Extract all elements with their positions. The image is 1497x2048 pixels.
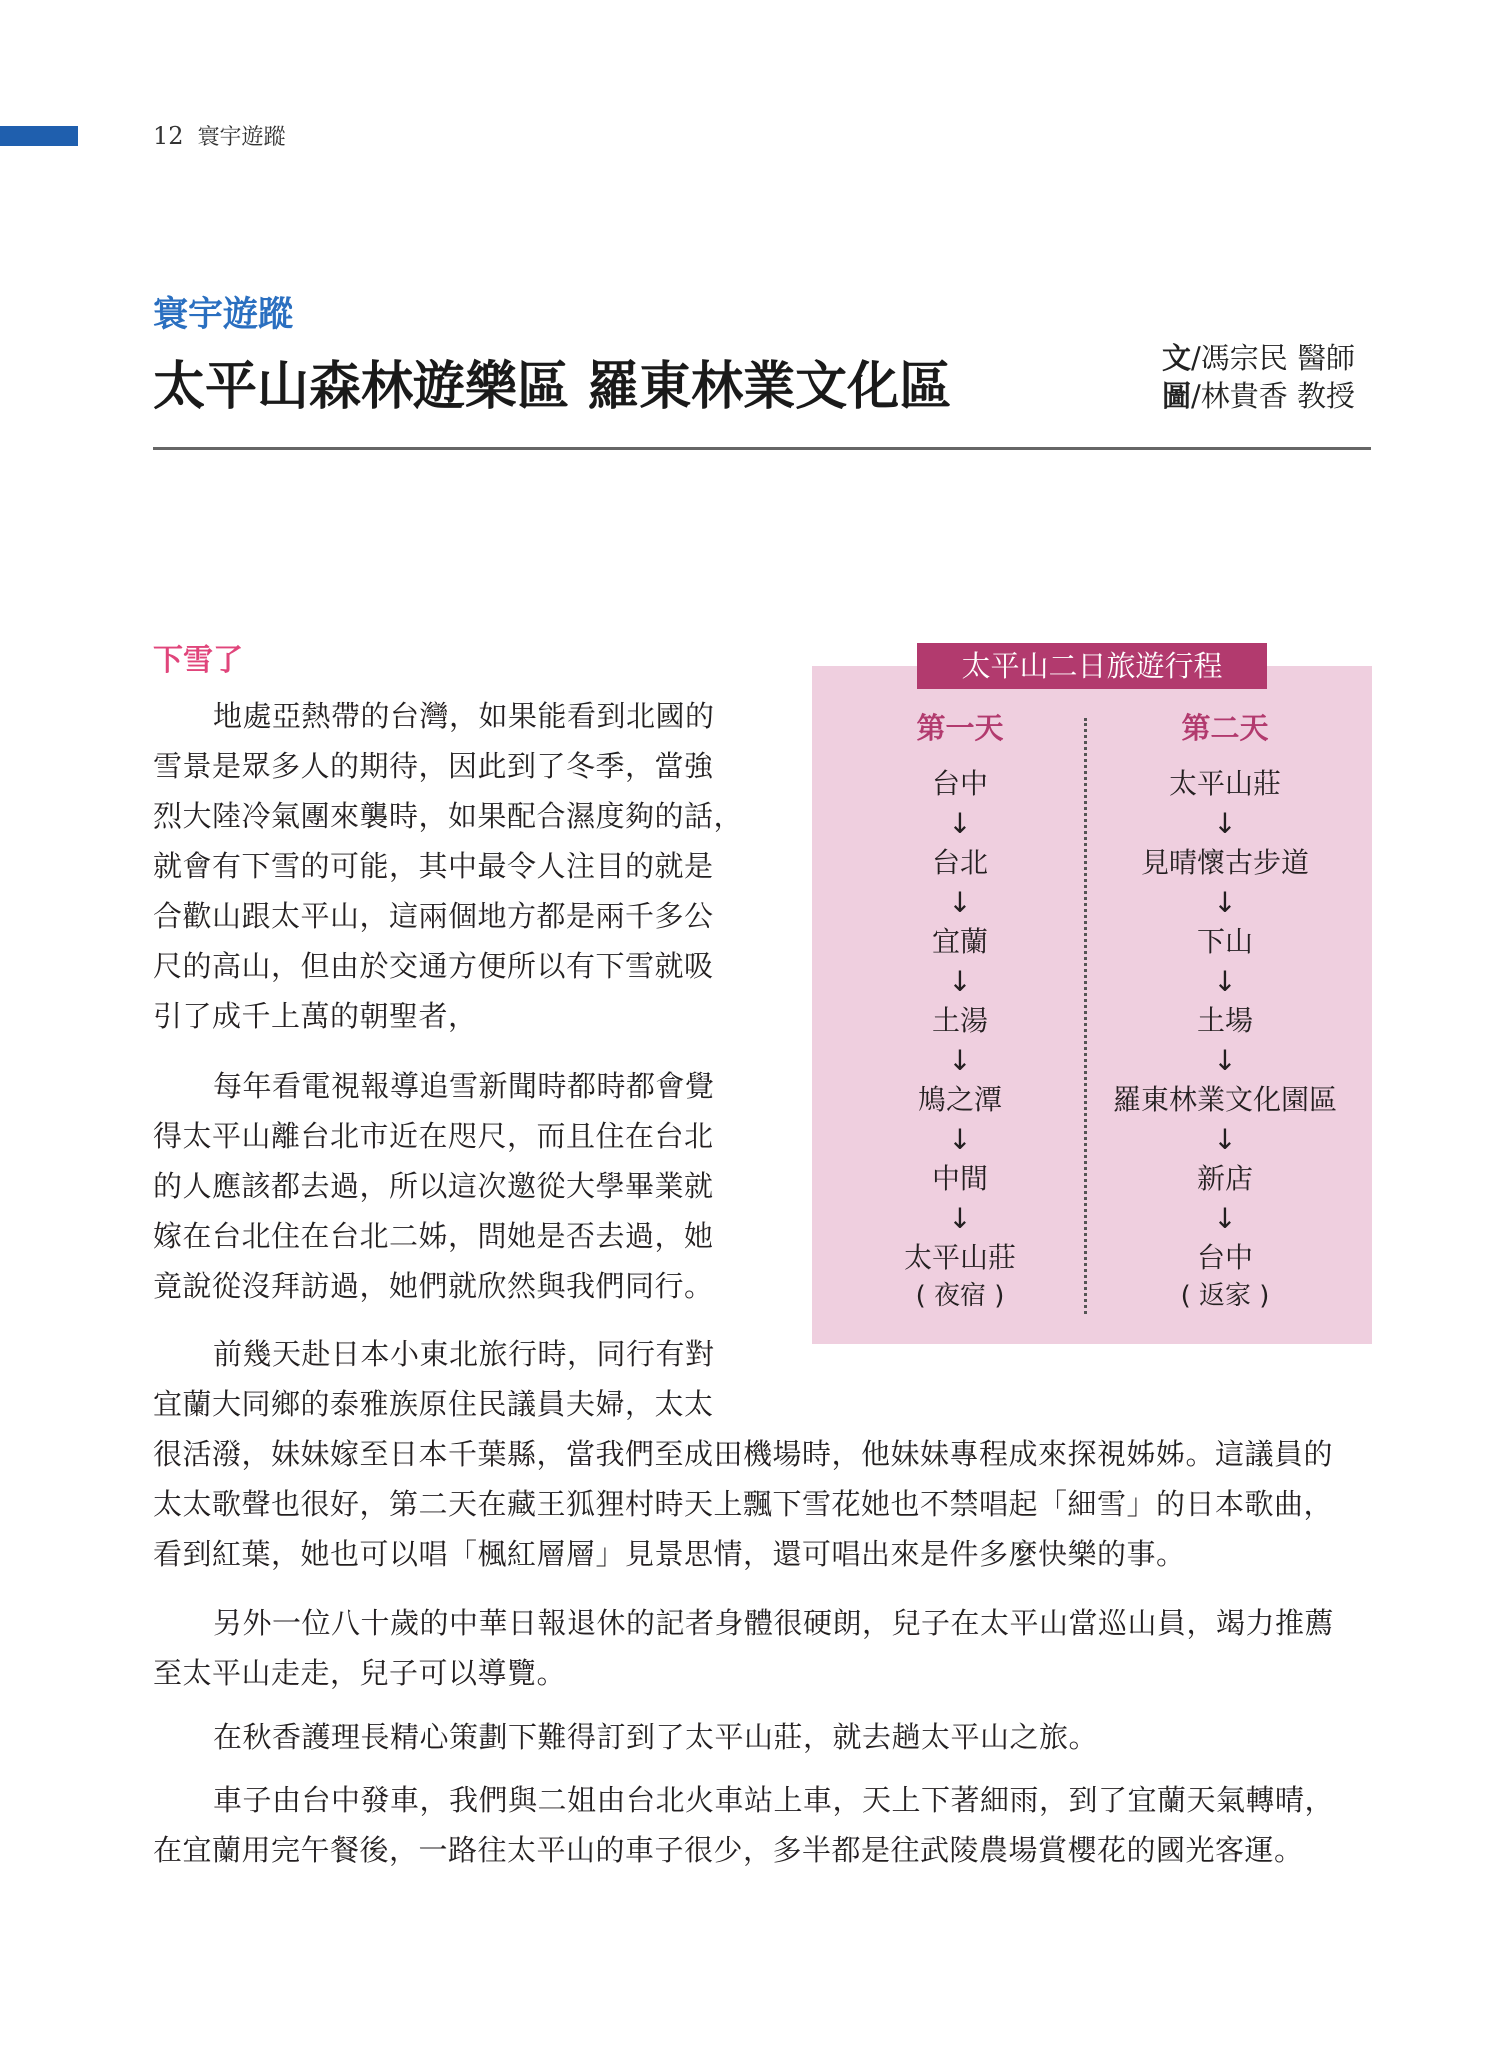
day2-heading: 第二天 bbox=[1181, 711, 1269, 745]
running-header bbox=[153, 122, 286, 152]
day2-stop: 下山 bbox=[1196, 925, 1253, 958]
itinerary-divider bbox=[1084, 718, 1087, 1314]
down-arrow-icon: ↓ bbox=[948, 1202, 972, 1235]
day2-stop: 太平山莊 bbox=[1168, 767, 1281, 800]
subhead: 下雪了 bbox=[153, 643, 243, 678]
page-number: 12 bbox=[153, 122, 184, 150]
paragraph-4: 另外一位八十歲的中華日報退休的記者身體很硬朗，兒子在太平山當巡山員，竭力推薦 至太平山走走，兒子可以導覽。 bbox=[153, 1606, 1335, 1690]
day2-stop: 台中 bbox=[1196, 1241, 1253, 1274]
day2-note: ( 返家 ) bbox=[1180, 1281, 1270, 1311]
itinerary-day2 bbox=[1090, 706, 1360, 1314]
day2-stop: 見晴懷古步道 bbox=[1140, 846, 1309, 879]
day2-stop: 新店 bbox=[1196, 1162, 1253, 1195]
down-arrow-icon: ↓ bbox=[1213, 965, 1237, 998]
day1-stop: 台中 bbox=[931, 767, 988, 800]
down-arrow-icon: ↓ bbox=[948, 886, 972, 919]
day1-stop: 台北 bbox=[931, 846, 988, 879]
paragraph-5: 在秋香護理長精心策劃下難得訂到了太平山莊，就去趟太平山之旅。 bbox=[213, 1720, 1099, 1754]
day1-stop: 太平山莊 bbox=[903, 1241, 1016, 1274]
down-arrow-icon: ↓ bbox=[1213, 1123, 1237, 1156]
section-label: 寰宇遊蹤 bbox=[153, 295, 294, 335]
running-section: 寰宇遊蹤 bbox=[197, 125, 286, 150]
paragraph-3: 前幾天赴日本小東北旅行時，同行有對 宜蘭大同鄉的泰雅族原住民議員夫婦，太太 很活潑，妹妹嫁至日本千葉縣，當我們至成田機場時，他妹妹專程成來探視姊姊。這議員的 太太歌聲也很好，第二天在藏王狐狸村時天上飄下雪花她也不禁唱起「細雪」的日本歌曲， 看到紅葉，她也可以唱「楓紅層層」見景思情，還可唱出來是件多麼快樂的事。 bbox=[153, 1337, 1334, 1571]
day1-stop: 宜蘭 bbox=[931, 925, 988, 958]
day1-stop: 土湯 bbox=[931, 1004, 988, 1037]
itinerary-day1 bbox=[850, 706, 1070, 1314]
paragraph-2: 每年看電視報導追雪新聞時都時都會覺 得太平山離台北市近在咫尺，而且住在台北 的人應該都去過，所以這次邀從大學畢業就 嫁在台北住在台北二姊，問她是否去過，她 竟說從沒拜訪過，她們就欣然與我們同行。 bbox=[153, 1069, 715, 1303]
down-arrow-icon: ↓ bbox=[1213, 886, 1237, 919]
day2-stop: 羅東林業文化園區 bbox=[1112, 1083, 1337, 1116]
page-edge-tab bbox=[0, 126, 78, 146]
down-arrow-icon: ↓ bbox=[948, 1123, 972, 1156]
article-title: 太平山森林遊樂區 羅東林業文化區 bbox=[153, 357, 952, 417]
down-arrow-icon: ↓ bbox=[948, 965, 972, 998]
down-arrow-icon: ↓ bbox=[948, 807, 972, 840]
credit-photo: 圖/林貴香 教授 bbox=[1162, 379, 1356, 413]
day1-stop: 鳩之潭 bbox=[917, 1083, 1002, 1116]
day1-note: ( 夜宿 ) bbox=[915, 1281, 1005, 1311]
day1-heading: 第一天 bbox=[916, 711, 1004, 745]
down-arrow-icon: ↓ bbox=[1213, 1202, 1237, 1235]
down-arrow-icon: ↓ bbox=[1213, 1044, 1237, 1077]
down-arrow-icon: ↓ bbox=[948, 1044, 972, 1077]
paragraph-6: 車子由台中發車，我們與二姐由台北火車站上車，天上下著細雨，到了宜蘭天氣轉晴， 在宜蘭用完午餐後，一路往太平山的車子很少，多半都是往武陵農場賞櫻花的國光客運。 bbox=[153, 1783, 1335, 1867]
title-rule bbox=[153, 447, 1371, 450]
credits bbox=[1162, 339, 1355, 415]
day1-stop: 中間 bbox=[931, 1162, 988, 1195]
day2-stop: 土場 bbox=[1196, 1004, 1253, 1037]
credit-text: 文/馮宗民 醫師 bbox=[1162, 341, 1356, 375]
paragraph-1: 地處亞熱帶的台灣，如果能看到北國的 雪景是眾多人的期待，因此到了冬季，當強 烈大陸冷氣團來襲時，如果配合濕度夠的話， 就會有下雪的可能，其中最令人注目的就是 合歡山跟太平山，這兩個地方都是兩千多公 尺的高山，但由於交通方便所以有下雪就吸 引了成千上萬的朝聖者， bbox=[153, 699, 744, 1033]
down-arrow-icon: ↓ bbox=[1213, 807, 1237, 840]
itinerary-title: 太平山二日旅遊行程 bbox=[917, 643, 1267, 689]
